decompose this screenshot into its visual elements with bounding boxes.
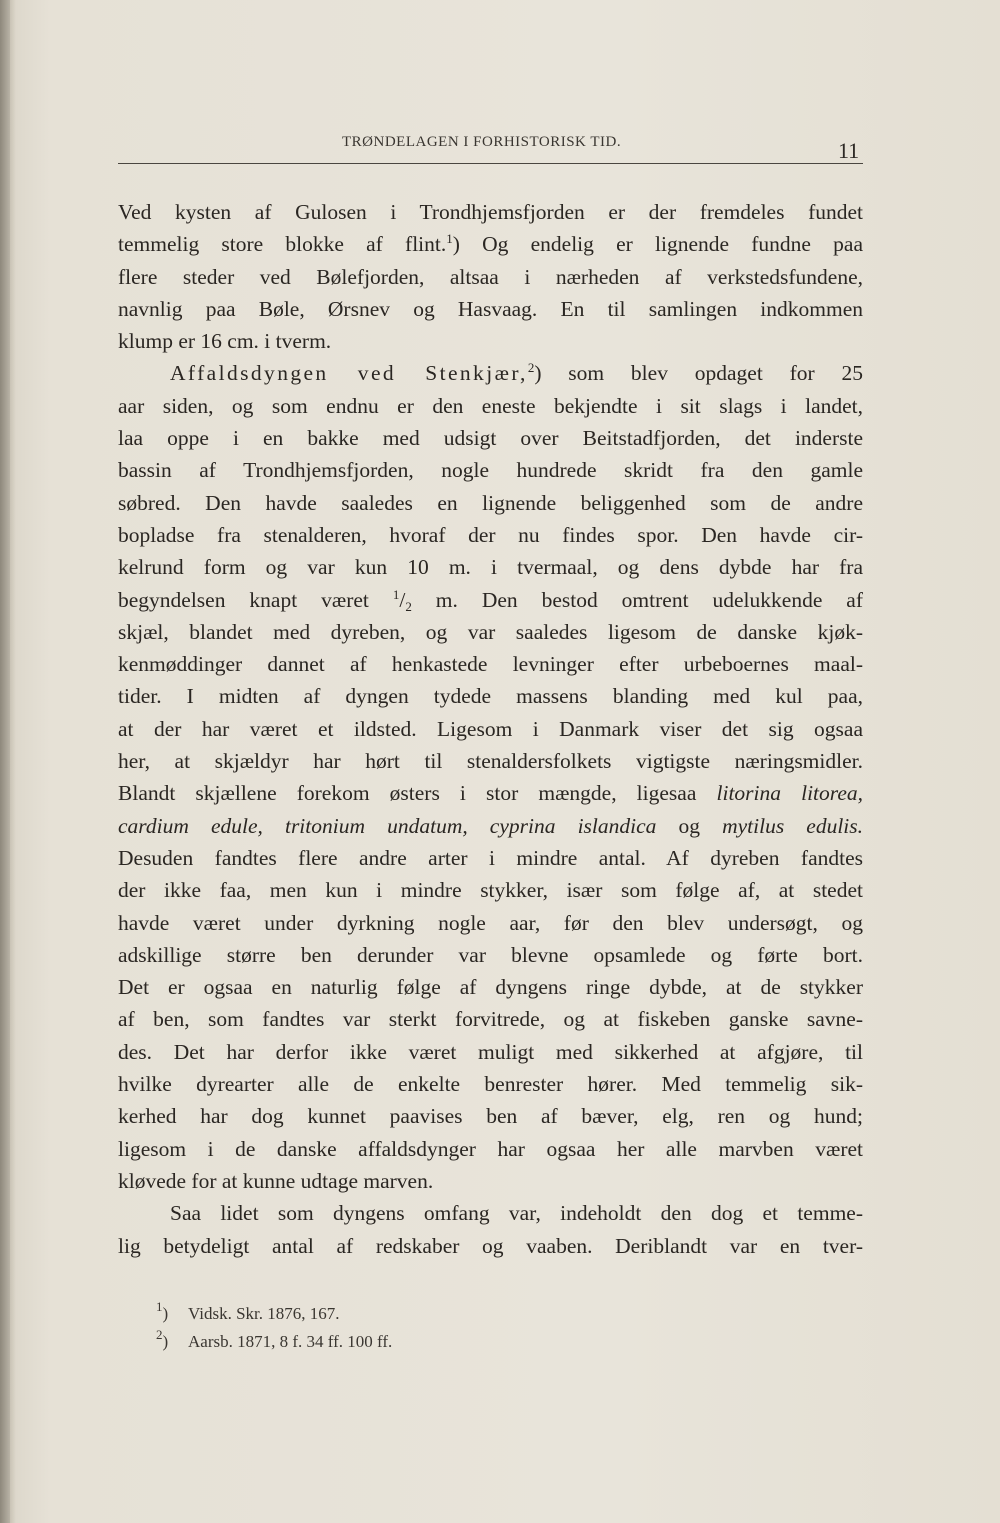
footnote-2: $^2$) Aarsb. 1871, 8 f. 34 ff. 100 ff. xyxy=(156,1327,393,1351)
page-edge xyxy=(0,0,10,1523)
page-number: 11 xyxy=(838,138,860,163)
footnote-ref-1: 1 xyxy=(446,231,453,247)
text-line: af ben, som fandtes var sterkt forvitrede, og at fiskeben ganske savne- xyxy=(118,1007,863,1032)
text-line: skjæl, blandet med dyreben, og var saaledes ligesom de danske kjøk- xyxy=(118,619,863,644)
text-line: havde været under dyrkning nogle aar, før den blev undersøgt, og xyxy=(118,910,863,935)
text-line: lig betydeligt antal af redskaber og vaaben. Deriblandt var en tver- xyxy=(118,1233,863,1258)
text-line: bassin af Trondhjemsfjorden, nogle hundrede skridt fra den gamle xyxy=(118,458,863,483)
running-title: TRØNDELAGEN I FORHISTORISK TID. xyxy=(342,134,622,150)
text-line: Blandt skjællene forekom østers i stor mængde, ligesaa litorina litorea, xyxy=(118,781,863,806)
text-line: Desuden fandtes flere andre arter i mindre antal. Af dyreben fandtes xyxy=(118,845,863,870)
text-line: kløvede for at kunne udtage marven. xyxy=(118,1168,434,1193)
text-line: der ikke faa, men kun i mindre stykker, især som følge af, at stedet xyxy=(118,878,863,903)
text-line: søbred. Den havde saaledes en lignende beliggenhed som de andre xyxy=(118,490,863,515)
text-line: begyndelsen knapt været $^1/_2$ m. Den bestod omtrent udelukkende af xyxy=(118,586,863,614)
fraction-numerator: 1 xyxy=(392,586,400,602)
footnote-1: $^1$) Vidsk. Skr. 1876, 167. xyxy=(156,1299,340,1323)
text-line: ligesom i de danske affaldsdynger har ogsaa her alle marvben været xyxy=(118,1136,863,1161)
text-line: bopladse fra stenalderen, hvoraf der nu findes spor. Den havde cir- xyxy=(118,522,863,547)
text-line: kenmøddinger dannet af henkastede levninger efter urbeboernes maal- xyxy=(118,652,863,677)
text-line: hvilke dyrearter alle de enkelte benrester hører. Med temmelig sik- xyxy=(118,1072,863,1097)
text-line: her, at skjældyr har hørt til stenaldersfolkets vigtigste næringsmidler. xyxy=(118,749,863,774)
text-line: navnlig paa Bøle, Ørsnev og Hasvaag. En til samlingen indkommen xyxy=(118,296,863,321)
footnote-ref-2: 2 xyxy=(527,360,535,376)
text-line: Affaldsdyngen ved Stenkjær,$^2$) som blev opdaget for 25 xyxy=(170,360,863,386)
text-line: laa oppe i en bakke med udsigt over Beitstadfjorden, det inderste xyxy=(118,426,863,451)
text-line: temmelig store blokke af flint.$^1$) Og endelig er lignende fundne paa xyxy=(118,231,863,257)
text-line: flere steder ved Bølefjorden, altsaa i nærheden af verkstedsfundene, xyxy=(118,264,863,289)
text-line: des. Det har derfor ikke været muligt med sikkerhed at afgjøre, til xyxy=(118,1039,863,1064)
text-line: Det er ogsaa en naturlig følge af dyngens ringe dybde, at de stykker xyxy=(118,975,863,1000)
footnotes xyxy=(156,1300,392,1356)
header-rule xyxy=(118,163,863,164)
text-line: Saa lidet som dyngens omfang var, indeholdt den dog et temme- xyxy=(170,1201,863,1226)
fraction-denominator: 2 xyxy=(405,598,412,614)
body-text xyxy=(118,196,863,1262)
text-line: Ved kysten af Gulosen i Trondhjemsfjorden er der fremdeles fundet xyxy=(118,200,863,224)
text-line: klump er 16 cm. i tverm. xyxy=(118,329,332,354)
text-line: kerhed har dog kunnet paavises ben af bæver, elg, ren og hund; xyxy=(118,1104,863,1129)
text-line: cardium edule, tritonium undatum, cyprina islandica og mytilus edulis. xyxy=(118,813,863,838)
text-line: adskillige større ben derunder var blevne opsamlede og førte bort. xyxy=(118,942,863,967)
text-line: tider. I midten af dyngen tydede massens blanding med kul paa, xyxy=(118,684,863,709)
text-line: aar siden, og som endnu er den eneste bekjendte i sit slags i landet, xyxy=(118,393,863,418)
text-line: at der har været et ildsted. Ligesom i Danmark viser det sig ogsaa xyxy=(118,716,863,741)
fraction-slash: / xyxy=(399,587,406,612)
text-line: kelrund form og var kun 10 m. i tvermaal, og dens dybde har fra xyxy=(118,555,863,580)
